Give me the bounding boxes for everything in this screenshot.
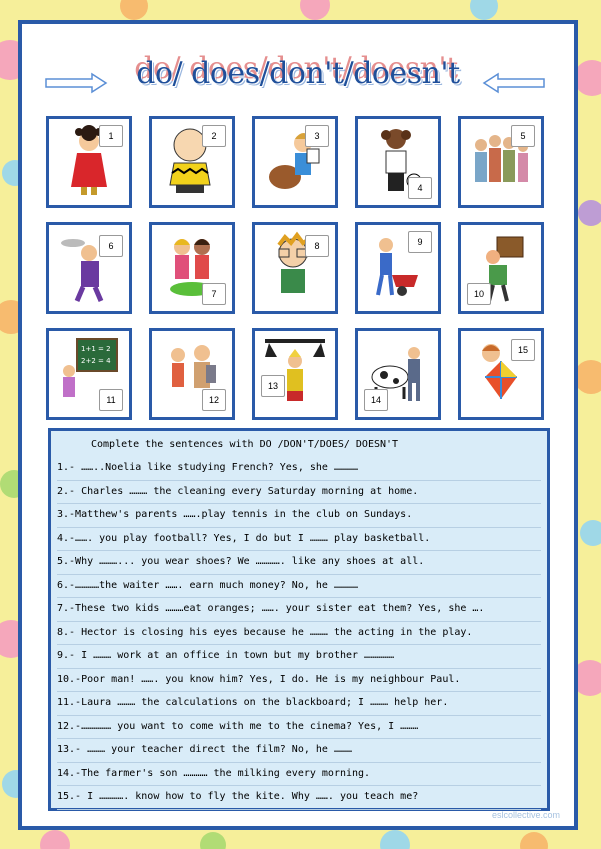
sentence: 9.- I ……… work at an office in town but my brother …………… bbox=[57, 645, 541, 669]
sentence: 5.-Why ………... you wear shoes? We …………. like any shoes at all. bbox=[57, 551, 541, 575]
instruction: Complete the sentences with DO /DON'T/DOES/ DOESN'T bbox=[91, 439, 399, 450]
picture-card bbox=[46, 328, 132, 420]
director-on-stage-icon bbox=[265, 337, 325, 411]
title-bar bbox=[22, 54, 574, 104]
sentence: 11.-Laura ……… the calculations on the blackboard; I ……… help her. bbox=[57, 692, 541, 716]
picture-number: 11 bbox=[99, 389, 123, 411]
picture-card bbox=[252, 116, 338, 208]
sentence: 7.-These two kids ………eat oranges; ……. your sister eat them? Yes, she …. bbox=[57, 598, 541, 622]
board-line-2: 2+2 = 4 bbox=[81, 357, 111, 365]
picture-number: 4 bbox=[408, 177, 432, 199]
picture-card bbox=[149, 116, 235, 208]
sentence: 10.-Poor man! ……. you know him? Yes, I do. He is my neighbour Paul. bbox=[57, 669, 541, 693]
page-title: do/ does/don't/doesn't bbox=[136, 56, 460, 91]
sentence: 2.- Charles ……… the cleaning every Saturday morning at home. bbox=[57, 481, 541, 505]
picture-card bbox=[458, 222, 544, 314]
picture-card bbox=[46, 222, 132, 314]
picture-card bbox=[355, 328, 441, 420]
picture-number: 6 bbox=[99, 235, 123, 257]
sentence: 13.- ……… your teacher direct the film? No, he ……… bbox=[57, 739, 541, 763]
sentence: 14.-The farmer's son ………… the milking every morning. bbox=[57, 763, 541, 787]
picture-number: 5 bbox=[511, 125, 535, 147]
sentence: 12.-…………… you want to come with me to the cinema? Yes, I ……… bbox=[57, 716, 541, 740]
picture-number: 8 bbox=[305, 235, 329, 257]
picture-card bbox=[458, 328, 544, 420]
arrow-left-icon bbox=[482, 72, 546, 94]
picture-card bbox=[252, 222, 338, 314]
picture-card bbox=[458, 116, 544, 208]
picture-number: 13 bbox=[261, 375, 285, 397]
watermark: eslcollective.com bbox=[491, 810, 560, 820]
exercise-box bbox=[48, 428, 550, 811]
picture-card bbox=[149, 328, 235, 420]
picture-card bbox=[355, 222, 441, 314]
sentence: 8.- Hector is closing his eyes because he ……… the acting in the play. bbox=[57, 622, 541, 646]
picture-number: 7 bbox=[202, 283, 226, 305]
picture-number: 2 bbox=[202, 125, 226, 147]
board-line-1: 1+1 = 2 bbox=[81, 345, 111, 353]
sentence: 15.- I …………. know how to fly the kite. Why ……. you teach me? bbox=[57, 786, 541, 810]
picture-number: 12 bbox=[202, 389, 226, 411]
picture-number: 10 bbox=[467, 283, 491, 305]
sentence: 6.-…………the waiter ……. earn much money? No, he ………… bbox=[57, 575, 541, 599]
picture-number: 1 bbox=[99, 125, 123, 147]
picture-card bbox=[46, 116, 132, 208]
picture-card bbox=[355, 116, 441, 208]
picture-card bbox=[149, 222, 235, 314]
picture-grid bbox=[46, 116, 556, 421]
picture-number: 14 bbox=[364, 389, 388, 411]
sentence-list bbox=[57, 457, 541, 810]
picture-number: 15 bbox=[511, 339, 535, 361]
worksheet-frame bbox=[18, 20, 578, 830]
sentence: 3.-Matthew's parents …….play tennis in the club on Sundays. bbox=[57, 504, 541, 528]
worksheet bbox=[22, 24, 574, 826]
picture-card bbox=[252, 328, 338, 420]
picture-number: 3 bbox=[305, 125, 329, 147]
sentence: 4.-……. you play football? Yes, I do but I ……… play basketball. bbox=[57, 528, 541, 552]
picture-number: 9 bbox=[408, 231, 432, 253]
sentence: 1.- ……..Noelia like studying French? Yes, she ………… bbox=[57, 457, 541, 481]
